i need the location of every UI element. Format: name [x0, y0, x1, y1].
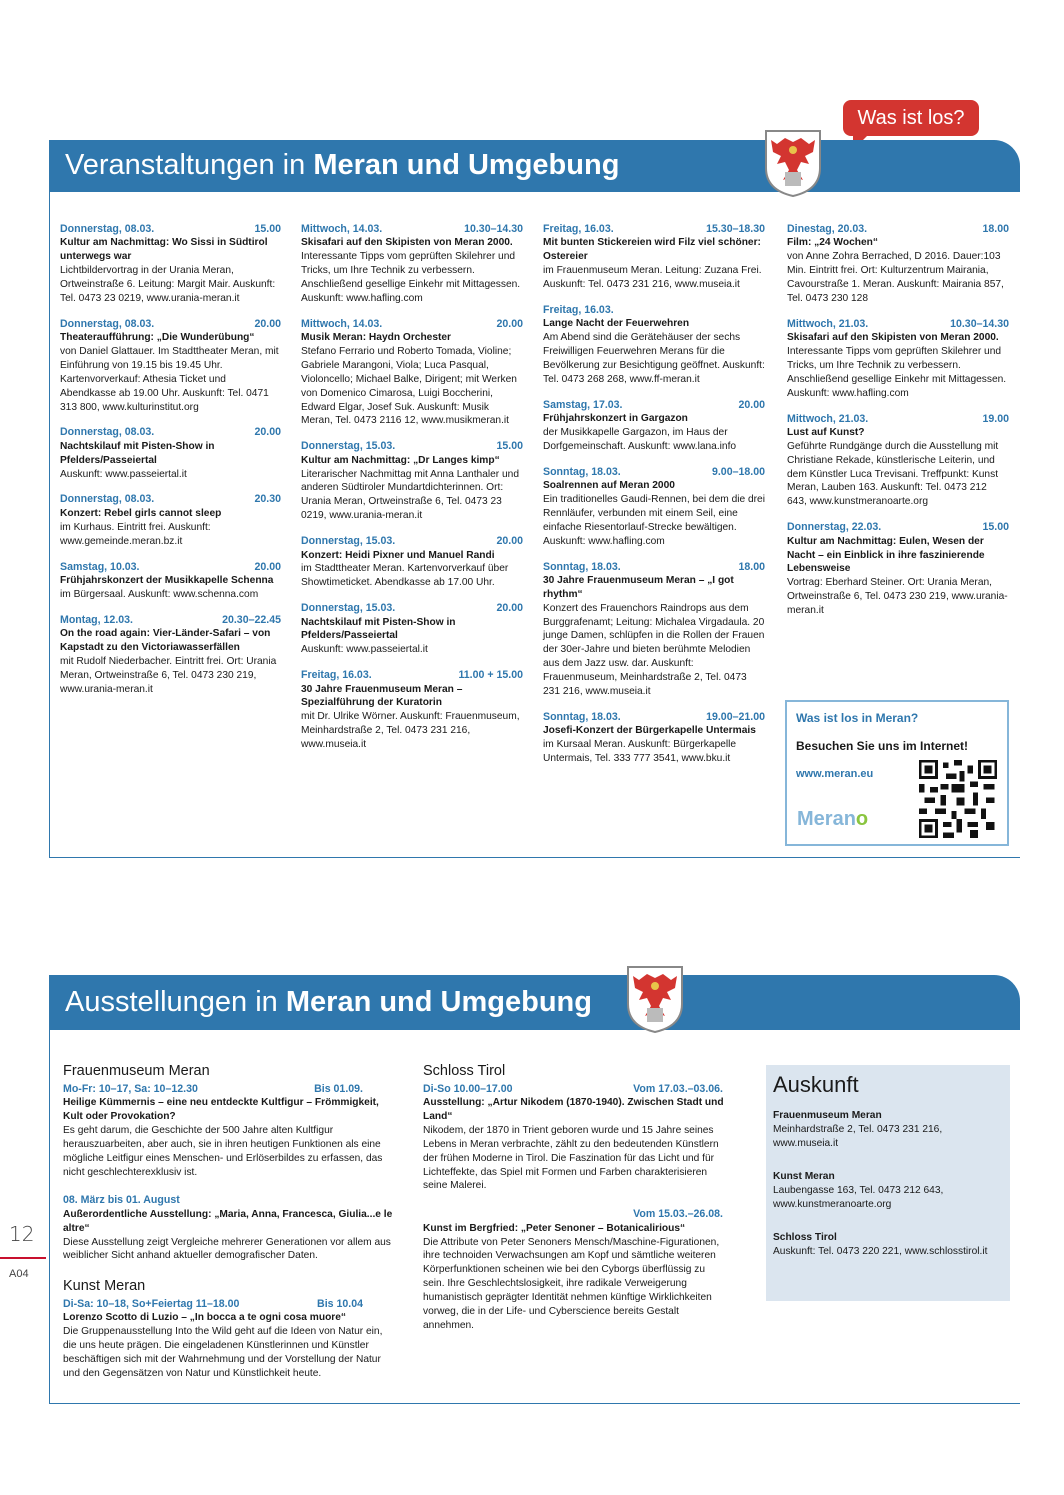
exhibition-item — [423, 1062, 728, 1193]
event-date: Mittwoch, 21.03. — [787, 412, 869, 425]
exhibitions-column-1 — [63, 1062, 398, 1395]
internet-info-box — [785, 700, 1009, 846]
event-time: 15.30–18.30 — [706, 223, 765, 235]
event-item — [301, 222, 523, 306]
tyrol-crest-icon-2 — [625, 964, 685, 1034]
event-time: 20.00 — [254, 560, 281, 573]
auskunft-box — [766, 1065, 1010, 1301]
event-title: Nachtskilauf mit Pisten-Show in Pfelders/Passeiertal — [60, 440, 215, 466]
exhibition-header — [423, 1207, 723, 1221]
event-date: Donnerstag, 22.03. — [787, 521, 882, 534]
exhibition-description: Die Attribute von Peter Senoners Mensch/Maschine-Figurationen, ihre technoiden Verwachsungen am Kopf und sämtliche weiteren Körperfunktionen scheinen wie bei den Cyborgs überflüssig zu sein. Ihre Geschlechtslosigkeit, ihre radikale Verweigerung humanistisch geprägter Identität nehmen künftige Wirklichkeiten vorweg, die in der Life- und Cyberscience bereits Gestalt annehmen. — [423, 1236, 720, 1331]
event-header — [543, 560, 765, 574]
event-item — [60, 317, 281, 415]
was-ist-los-bubble: Was ist los? — [843, 100, 979, 136]
event-header — [543, 222, 765, 236]
event-time: 20.00 — [496, 602, 523, 615]
event-item — [543, 465, 765, 549]
event-title: On the road again: Vier-Länder-Safari – von Kapstadt zu den Victoriawasserfällen — [60, 628, 271, 653]
event-item — [301, 439, 523, 523]
event-time: 11.00 + 15.00 — [458, 669, 523, 682]
event-title: 30 Jahre Frauenmuseum Meran – Spezialführung der Kuratorin — [301, 683, 463, 709]
event-time: 18.00 — [738, 560, 765, 573]
veranstaltungen-banner — [49, 140, 1020, 192]
exhibition-item — [63, 1277, 398, 1381]
event-description: Konzert des Frauenchors Raindrops aus dem Burggrafenamt; Leitung: Michalea Virgadaula. 20 junge Damen, schlüpfen in die Rollen der Frauen der 30er-Jahre und bieten berühmte Melodien aus dem Jazz usw. dar. Auskunft: Frauenmuseum, Meinhardstraße 2, Tel. 0473 231 216, www.museia.it — [543, 602, 765, 697]
info-visit: Besuchen Sie uns im Internet! — [796, 739, 969, 753]
event-description: von Daniel Glattauer. Im Stadttheater Meran, mit Einführung von 19.15 bis 19.45 Uhr. Kartenvorverkauf: Athesia Ticket und Abendkasse ab 19.00 Uhr. Auskunft: Tel. 0471 313 800, www.kulturinstitut.org — [60, 346, 279, 413]
event-header — [60, 492, 281, 506]
event-header — [543, 710, 765, 724]
event-title: Konzert: Rebel girls cannot sleep — [60, 507, 222, 519]
event-date: Freitag, 16.03. — [301, 669, 372, 682]
exhibition-title: Außerordentliche Ausstellung: „Maria, Anna, Francesca, Giulia...e le altre“ — [63, 1208, 393, 1234]
event-description: von Anne Zohra Berrached, D 2016. Dauer:103 Min. Eintritt frei. Ort: Kulturzentrum Mairania, Cavourstraße 1. Meran. Auskunft: Mairania 857, Tel. 0473 230 128 — [787, 251, 1004, 304]
event-item — [543, 303, 765, 387]
events-column-2 — [301, 222, 523, 763]
event-date: Dinestag, 20.03. — [787, 223, 868, 235]
veranstaltungen-title: Veranstaltungen in Meran und Umgebung — [65, 149, 620, 181]
event-title: Soalrennen auf Meran 2000 — [543, 480, 675, 492]
event-date: Montag, 12.03. — [60, 613, 133, 626]
exhibition-venue: Schloss Tirol — [423, 1063, 506, 1079]
event-item — [301, 668, 523, 752]
merano-logo: Merano — [797, 808, 869, 830]
event-description: im Stadttheater Meran. Kartenvorverkauf über Showtimeticket. Abendkasse ab 17.00 Uhr. — [301, 563, 509, 589]
event-date: Donnerstag, 08.03. — [60, 223, 155, 235]
tyrol-crest-icon — [763, 128, 823, 198]
exhibition-header — [63, 1297, 363, 1311]
events-column-3 — [543, 222, 765, 777]
event-item — [60, 425, 281, 481]
event-description: Interessante Tipps vom geprüften Skilehrer und Tricks, um Ihre Technik zu verbessern. Anschließend gesellige Einkehr mit Mittagessen. Auskunft: www.hafling.com — [301, 251, 521, 304]
exhibition-until: Vom 15.03.–26.08. — [633, 1208, 723, 1221]
event-title: Skisafari auf den Skipisten von Meran 2000. — [787, 332, 999, 344]
ausstellungen-title: Ausstellungen in Meran und Umgebung — [65, 986, 592, 1018]
event-date: Mittwoch, 14.03. — [301, 317, 383, 330]
exhibition-venue: Kunst Meran — [63, 1278, 146, 1295]
exhibition-header — [63, 1082, 363, 1096]
event-date: Freitag, 16.03. — [543, 303, 614, 316]
info-question: Was ist los in Meran? — [796, 711, 919, 725]
event-title: Lust auf Kunst? — [787, 426, 865, 438]
event-header — [301, 534, 523, 548]
event-title: Frühjahrskonzert in Gargazon — [543, 413, 688, 425]
event-date: Donnerstag, 15.03. — [301, 602, 396, 615]
event-time: 20.00 — [738, 398, 765, 411]
event-header — [60, 317, 281, 331]
event-item — [543, 560, 765, 699]
event-item — [787, 222, 1009, 306]
exhibition-description: Es geht darum, die Geschichte der 500 Jahre alten Kultfigur herauszuarbeiten, aber auch, sie in ihren heutigen Funktionen als eine mögliche Leitfigur eines Menschen- und Erlöserbildes zu erfassen, das nicht geschlechterexklusiv ist. — [63, 1124, 383, 1178]
event-title: Kultur am Nachmittag: Wo Sissi in Südtirol unterwegs war — [60, 237, 268, 263]
event-title: Kultur am Nachmittag: Eulen, Wesen der Nacht – ein Einblick in ihre faszinierende Lebensweise — [787, 535, 985, 575]
exhibition-date: Mo-Fr: 10–17, Sa: 10–12.30 — [63, 1082, 198, 1095]
event-item — [60, 222, 281, 306]
event-date: Mittwoch, 14.03. — [301, 223, 383, 235]
event-date: Donnerstag, 15.03. — [301, 440, 396, 453]
events-column-1 — [60, 222, 281, 707]
ausstellungen-banner — [49, 975, 1020, 1030]
event-item — [60, 613, 281, 697]
event-description: Lichtbildervortrag in der Urania Meran, Ortweinstraße 6. Leitung: Margit Mair. Auskunft: Tel. 0473 23 0219, www.urania-meran.it — [60, 265, 276, 304]
event-header — [60, 613, 281, 627]
event-time: 15.00 — [254, 223, 281, 235]
event-description: Interessante Tipps vom geprüften Skilehrer und Tricks, um Ihre Technik zu verbessern. Anschließend gesellige Einkehr mit Mittagessen. Auskunft: www.hafling.com — [787, 346, 1007, 399]
exhibition-header — [63, 1193, 363, 1207]
event-description: mit Dr. Ulrike Wörner. Auskunft: Frauenmuseum, Meinhardstraße 2, Tel. 0473 231 216, www.museia.it — [301, 711, 520, 751]
event-item — [787, 520, 1009, 618]
event-title: Frühjahrskonzert der Musikkapelle Schenna — [60, 574, 274, 586]
qr-code-icon[interactable] — [919, 760, 997, 838]
event-time: 9.00–18.00 — [711, 465, 765, 478]
event-date: Freitag, 16.03. — [543, 223, 614, 235]
event-item — [301, 601, 523, 657]
exhibition-description: Nikodem, der 1870 in Trient geboren wurde und 15 Jahre seines Lebens in Meran verbrachte, zählt zu den bedeutenden Künstlern der frühen Moderne in Tirol. Die Faszination für das Licht und für Lichteffekte, das Spiel mit Formen und Farben charakterisieren seine Malerei. — [423, 1124, 719, 1192]
info-url-link[interactable]: www.meran.eu — [796, 768, 874, 780]
exhibition-description: Die Gruppenausstellung Into the Wild geht auf die Ideen von Natur ein, die uns heute prägen. Die eingeladenen Künstlerinnen und Künstler beschäftigen sich mit der Wahrnehmung und der Vorstellung der Natur und den Gegensätzen von Natur und Künstlichkeit heute. — [63, 1326, 383, 1379]
event-description: Ein traditionelles Gaudi-Rennen, bei dem die drei Rennläufer, verbunden mit einem Seil, eine einfache Riesentorlauf-Strecke bewältigen. Auskunft: www.hafling.com — [543, 494, 765, 547]
event-header — [301, 668, 523, 682]
exhibition-item — [63, 1062, 398, 1179]
exhibition-date: Di-Sa: 10–18, So+Feiertag 11–18.00 — [63, 1298, 240, 1310]
event-item — [301, 534, 523, 590]
events-column-4 — [787, 222, 1009, 629]
event-title: Skisafari auf den Skipisten von Meran 2000. — [301, 237, 513, 249]
event-description: Literarischer Nachmittag mit Anna Lanthaler und anderen Südtiroler Mundartdichterinnen. Ort: Urania Meran, Ortweinstraße 6, Tel. 0473 23 0219, www.urania-meran.it — [301, 468, 520, 522]
exhibition-until: Bis 01.09. — [314, 1082, 363, 1095]
event-header — [60, 222, 281, 236]
event-header — [787, 520, 1009, 534]
event-title: Lange Nacht der Feuerwehren — [543, 318, 690, 330]
event-date: Mittwoch, 21.03. — [787, 317, 869, 330]
event-time: 19.00 — [982, 412, 1009, 425]
exhibition-until: Vom 17.03.–03.06. — [633, 1082, 723, 1095]
exhibition-header — [423, 1082, 723, 1096]
event-time: 20.30–22.45 — [222, 613, 281, 626]
event-date: Donnerstag, 08.03. — [60, 493, 155, 506]
event-item — [60, 560, 281, 602]
event-item — [543, 222, 765, 292]
event-title: Nachtskilauf mit Pisten-Show in Pfelders/Passeiertal — [301, 616, 456, 642]
exhibition-until: Bis 10.04 — [317, 1298, 363, 1310]
event-header — [301, 439, 523, 453]
event-title: Mit bunten Stickereien wird Filz viel schöner: Ostereier — [543, 237, 761, 263]
event-title: Konzert: Heidi Pixner und Manuel Randi — [301, 549, 495, 561]
page-number: 12 — [9, 1222, 35, 1246]
event-description: Vortrag: Eberhard Steiner. Ort: Urania Meran, Ortweinstraße 6, Tel. 0473 230 219, www.urania-meran.it — [787, 577, 1008, 616]
page-divider — [0, 1257, 46, 1259]
auskunft-entry: Kunst Meran Laubengasse 163, Tel. 0473 212 643, www.kunstmeranoarte.org — [773, 1171, 944, 1210]
exhibition-venue: Frauenmuseum Meran — [63, 1063, 210, 1079]
exhibition-item — [63, 1193, 398, 1263]
event-description: der Musikkapelle Gargazon, im Haus der Dorfgemeinschaft. Auskunft: www.lana.info — [543, 426, 737, 452]
event-title: Josefi-Konzert der Bürgerkapelle Untermais — [543, 725, 756, 737]
event-date: Sonntag, 18.03. — [543, 560, 621, 573]
auskunft-entry: Frauenmuseum Meran Meinhardstraße 2, Tel. 0473 231 216, www.museia.it — [773, 1110, 943, 1149]
event-time: 18.00 — [982, 223, 1009, 235]
event-header — [301, 222, 523, 236]
event-title: Theateraufführung: „Die Wunderübung“ — [60, 332, 255, 344]
event-time: 20.30 — [254, 493, 281, 506]
event-header — [543, 303, 765, 317]
exhibitions-column-2 — [423, 1062, 728, 1347]
event-header — [787, 412, 1009, 426]
event-date: Sonntag, 18.03. — [543, 710, 621, 723]
event-time: 15.00 — [982, 521, 1009, 534]
event-time: 20.00 — [496, 535, 523, 548]
event-header — [787, 317, 1009, 331]
event-title: Film: „24 Wochen“ — [787, 237, 878, 249]
event-item — [60, 492, 281, 548]
event-description: im Bürgersaal. Auskunft: www.schenna.com — [60, 588, 259, 600]
exhibition-item — [423, 1207, 728, 1332]
event-date: Sonntag, 18.03. — [543, 465, 621, 478]
event-description: im Frauenmuseum Meran. Leitung: Zuzana Frei. Auskunft: Tel. 0473 231 216, www.museia.it — [543, 265, 762, 291]
event-time: 19.00–21.00 — [706, 710, 765, 723]
event-header — [60, 560, 281, 574]
exhibition-title: Kunst im Bergfried: „Peter Senoner – Botanicalirious“ — [423, 1222, 686, 1234]
event-date: Samstag, 10.03. — [60, 560, 140, 573]
exhibition-date: 08. März bis 01. August — [63, 1194, 180, 1207]
event-header — [787, 222, 1009, 236]
event-description: Auskunft: www.passeiertal.it — [301, 644, 428, 656]
event-time: 15.00 — [496, 440, 523, 453]
auskunft-entry: Schloss Tirol Auskunft: Tel. 0473 220 221, www.schlosstirol.it — [773, 1232, 988, 1257]
event-item — [787, 412, 1009, 510]
event-time: 20.00 — [254, 426, 281, 439]
exhibition-title: Lorenzo Scotto di Luzio – „In bocca a te ogni cosa muore“ — [63, 1312, 347, 1324]
exhibition-date: Di-So 10.00–17.00 — [423, 1082, 513, 1095]
event-title: Musik Meran: Haydn Orchester — [301, 332, 452, 344]
event-description: mit Rudolf Niederbacher. Eintritt frei. Ort: Urania Meran, Ortweinstraße 6, Tel. 0473 230 219, www.urania-meran.it — [60, 655, 277, 695]
event-item — [301, 317, 523, 429]
event-header — [301, 317, 523, 331]
event-description: im Kurhaus. Eintritt frei. Auskunft: www.gemeinde.meran.bz.it — [60, 521, 211, 547]
event-date: Samstag, 17.03. — [543, 398, 623, 411]
event-header — [60, 425, 281, 439]
event-header — [301, 601, 523, 615]
event-item — [787, 317, 1009, 401]
event-time: 10.30–14.30 — [464, 223, 523, 235]
event-time: 20.00 — [254, 317, 281, 330]
exhibition-title: Ausstellung: „Artur Nikodem (1870-1940). Zwischen Stadt und Land“ — [423, 1097, 724, 1122]
event-description: im Kursaal Meran. Auskunft: Bürgerkapelle Untermais, Tel. 333 777 3541, www.bku.it — [543, 739, 737, 764]
event-header — [543, 398, 765, 412]
event-date: Donnerstag, 08.03. — [60, 317, 155, 330]
event-time: 10.30–14.30 — [950, 317, 1009, 330]
auskunft-title: Auskunft — [773, 1072, 859, 1097]
event-title: 30 Jahre Frauenmuseum Meran – „I got rhythm“ — [543, 574, 734, 600]
exhibition-description: Diese Ausstellung zeigt Vergleiche mehrerer Generationen vor allem aus weiblicher Sicht anhand aktueller demografischer Daten. — [63, 1236, 391, 1262]
event-date: Donnerstag, 15.03. — [301, 535, 396, 548]
event-description: Geführte Rundgänge durch die Ausstellung mit Christiane Rekade, künstlerische Leiterin, und dem Künstler Luca Trevisani. Treffpunkt: Kunst Meran, Lauben 163. Auskunft: Tel. 0473 212 643, www.kunstmeranoarte.org — [787, 440, 999, 508]
event-description: Am Abend sind die Gerätehäuser der sechs Freiwilligen Feuerwehren Merans für die Bevölkerung zur Besichtigung geöffnet. Auskunft: Tel. 0473 268 268, www.ff-meran.it — [543, 332, 765, 385]
event-item — [543, 398, 765, 454]
event-description: Stefano Ferrario und Roberto Tomada, Violine; Gabriele Marangoni, Viola; Luca Pasqual, Violoncello; Michael Balke, Dirigent; mit Werken von Domenico Cimarosa, Luigi Boccherini, Edward Elgar, Josef Suk. Auskunft: Musik Meran, Tel. 0473 2116 12, www.musikmeran.it — [301, 346, 517, 427]
event-date: Donnerstag, 08.03. — [60, 426, 155, 439]
page-code: A04 — [9, 1268, 29, 1280]
event-item — [543, 710, 765, 766]
event-title: Kultur am Nachmittag: „Dr Langes kimp“ — [301, 454, 500, 466]
event-time: 20.00 — [496, 317, 523, 330]
exhibition-title: Heilige Kümmernis – eine neu entdeckte Kultfigur – Frömmigkeit, Kult oder Provokation? — [63, 1097, 379, 1122]
event-description: Auskunft: www.passeiertal.it — [60, 468, 187, 480]
event-header — [543, 465, 765, 479]
